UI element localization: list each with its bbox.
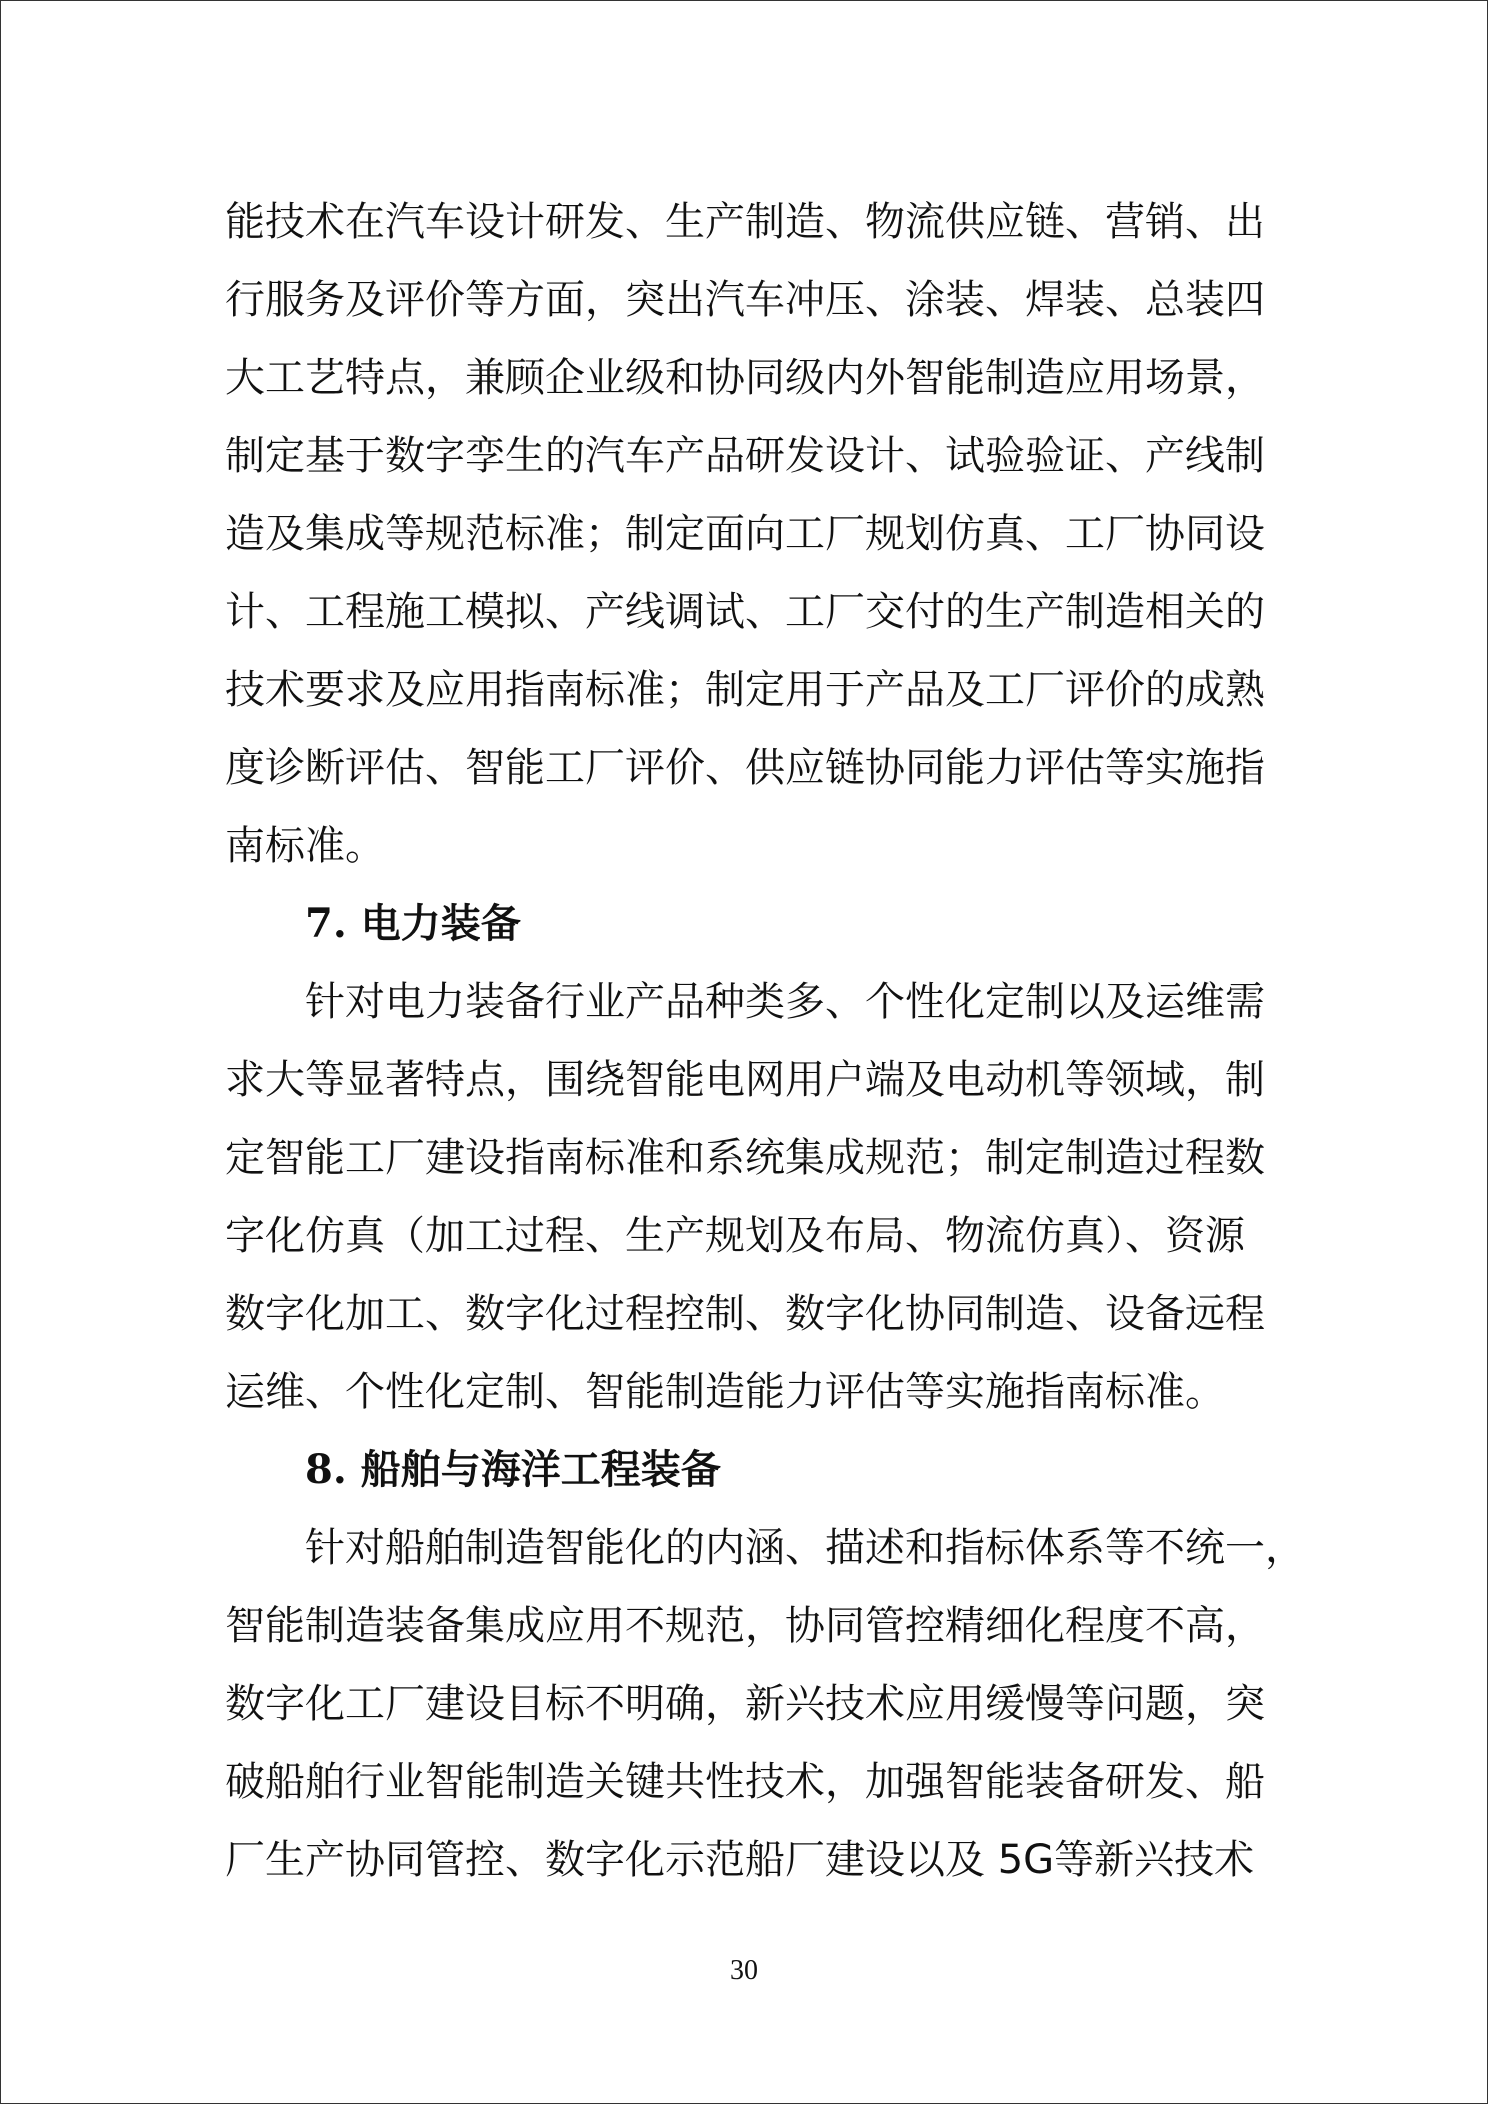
page-number: 30 xyxy=(730,1955,758,1986)
paragraph-line: 字化仿真（加工过程、生产规划及布局、物流仿真）、资源 xyxy=(225,1213,1245,1259)
section-title: 船舶与海洋工程装备 xyxy=(360,1447,721,1493)
paragraph-line: 造及集成等规范标准；制定面向工厂规划仿真、工厂协同设 xyxy=(225,511,1265,557)
section-title: 电力装备 xyxy=(360,901,521,947)
paragraph-line: 智能制造装备集成应用不规范，协同管控精细化程度不高， xyxy=(225,1603,1265,1649)
paragraph-line: 运维、个性化定制、智能制造能力评估等实施指南标准。 xyxy=(225,1369,1225,1415)
section-heading-8 xyxy=(305,1442,721,1498)
paragraph-line: 能技术在汽车设计研发、生产制造、物流供应链、营销、出 xyxy=(225,199,1265,245)
section-number: 8. xyxy=(305,1446,347,1493)
paragraph-line: 南标准。 xyxy=(225,823,385,869)
paragraph-line: 数字化工厂建设目标不明确，新兴技术应用缓慢等问题，突 xyxy=(225,1681,1265,1727)
paragraph-line: 技术要求及应用指南标准；制定用于产品及工厂评价的成熟 xyxy=(225,667,1265,713)
paragraph-line: 求大等显著特点，围绕智能电网用户端及电动机等领域，制 xyxy=(225,1057,1265,1103)
section-number: 7. xyxy=(305,900,347,947)
paragraph-line: 数字化加工、数字化过程控制、数字化协同制造、设备远程 xyxy=(225,1291,1265,1337)
paragraph-line: 破船舶行业智能制造关键共性技术，加强智能装备研发、船 xyxy=(225,1759,1265,1805)
paragraph-line: 行服务及评价等方面，突出汽车冲压、涂装、焊装、总装四 xyxy=(225,277,1265,323)
paragraph-line: 度诊断评估、智能工厂评价、供应链协同能力评估等实施指 xyxy=(225,745,1265,791)
paragraph-line: 厂生产协同管控、数字化示范船厂建设以及 5G等新兴技术 xyxy=(225,1837,1255,1883)
paragraph-line: 大工艺特点，兼顾企业级和协同级内外智能制造应用场景， xyxy=(225,355,1265,401)
paragraph-line: 计、工程施工模拟、产线调试、工厂交付的生产制造相关的 xyxy=(225,589,1265,635)
section-heading-7 xyxy=(305,896,521,952)
paragraph-line: 制定基于数字孪生的汽车产品研发设计、试验验证、产线制 xyxy=(225,433,1265,479)
paragraph-line: 针对电力装备行业产品种类多、个性化定制以及运维需 xyxy=(305,979,1265,1025)
paragraph-line: 定智能工厂建设指南标准和系统集成规范；制定制造过程数 xyxy=(225,1135,1265,1181)
paragraph-line: 针对船舶制造智能化的内涵、描述和指标体系等不统一， xyxy=(305,1525,1305,1571)
